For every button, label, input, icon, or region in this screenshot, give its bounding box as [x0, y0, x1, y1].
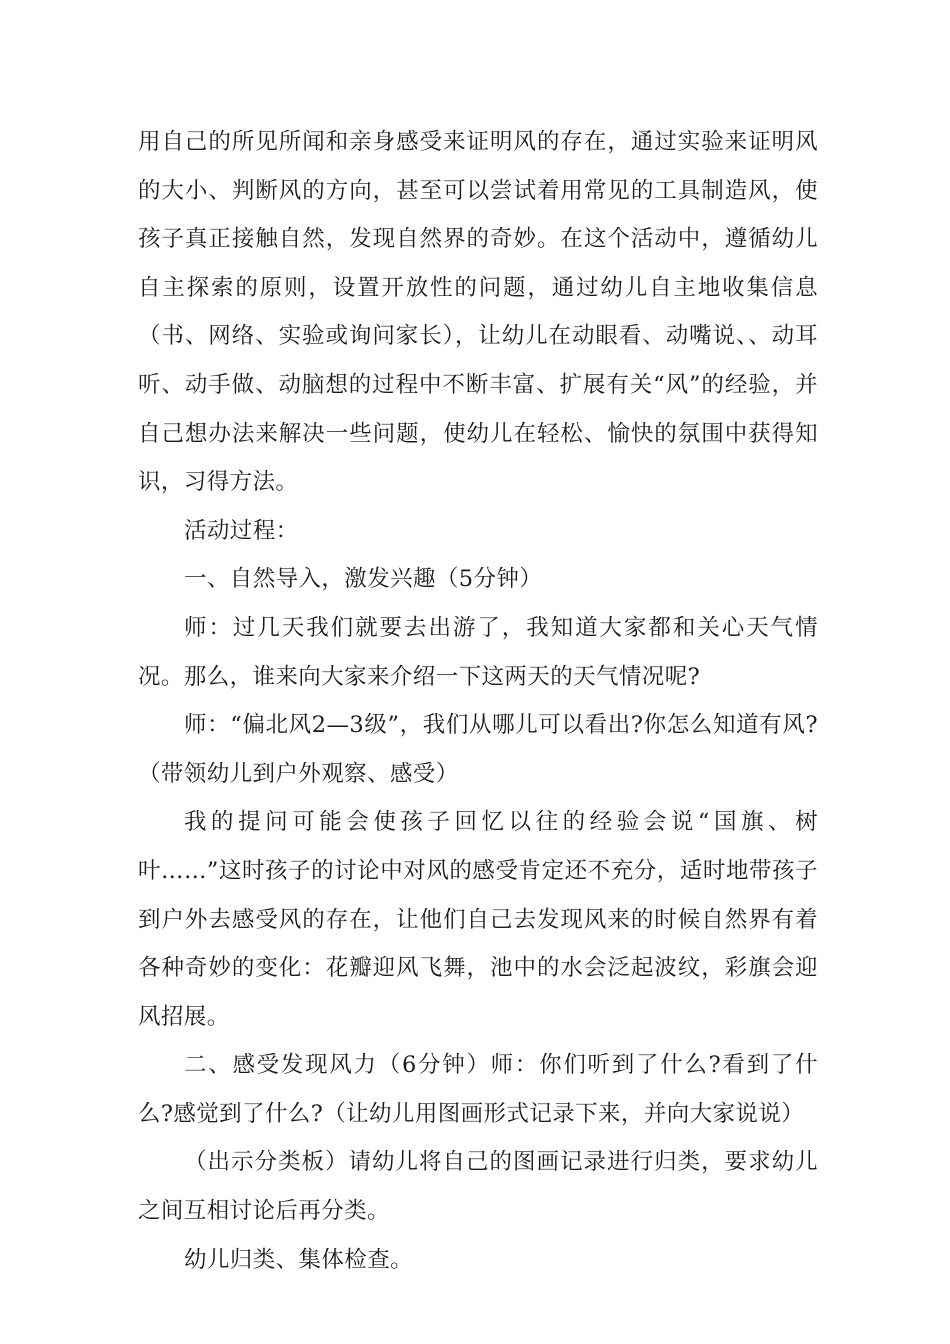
paragraph-step-one-heading: 一、自然导入，激发兴趣（5分钟） [184, 566, 543, 593]
paragraph-step-two: 二、感受发现风力（6分钟）师：你们听到了什么?看到了什么?感觉到了什么?（让幼儿用图画形式记录下来，并向大家说说） [138, 1052, 818, 1127]
paragraph-classification: （出示分类板）请幼儿将自己的图画记录进行归类，要求幼儿之间互相讨论后再分类。 [138, 1149, 818, 1225]
paragraph-reflection: 我的提问可能会使孩子回忆以往的经验会说“国旗、树叶……”这时孩子的讨论中对风的感受肯定还不充分，适时地带孩子到户外去感受风的存在，让他们自己去发现风来的时候自然界有着各种奇妙的变化：花瓣迎风飞舞，池中的水会泛起波纹，彩旗会迎风招展。 [138, 809, 818, 1030]
paragraph-process-heading: 活动过程： [184, 517, 299, 544]
document-body [138, 118, 818, 1284]
paragraph-teacher-question-2: 师：“偏北风2—3级”，我们从哪儿可以看出?你怎么知道有风?（带领幼儿到户外观察、感受） [138, 712, 818, 787]
paragraph-teacher-question-1: 师：过几天我们就要去出游了，我知道大家都和关心天气情况。那么，谁来向大家来介绍一下这两天的天气情况呢? [138, 614, 818, 690]
paragraph-group-check: 幼儿归类、集体检查。 [184, 1246, 414, 1273]
paragraph-intro: 用自己的所见所闻和亲身感受来证明风的存在，通过实验来证明风的大小、判断风的方向，甚至可以尝试着用常见的工具制造风，使孩子真正接触自然，发现自然界的奇妙。在这个活动中，遵循幼儿自主探索的原则，设置开放性的问题，通过幼儿自主地收集信息（书、网络、实验或询问家长），让幼儿在动眼看、动嘴说、、动耳听、动手做、动脑想的过程中不断丰富、扩展有关“风”的经验，并自己想办法来解决一些问题，使幼儿在轻松、愉快的氛围中获得知识，习得方法。 [138, 129, 818, 496]
